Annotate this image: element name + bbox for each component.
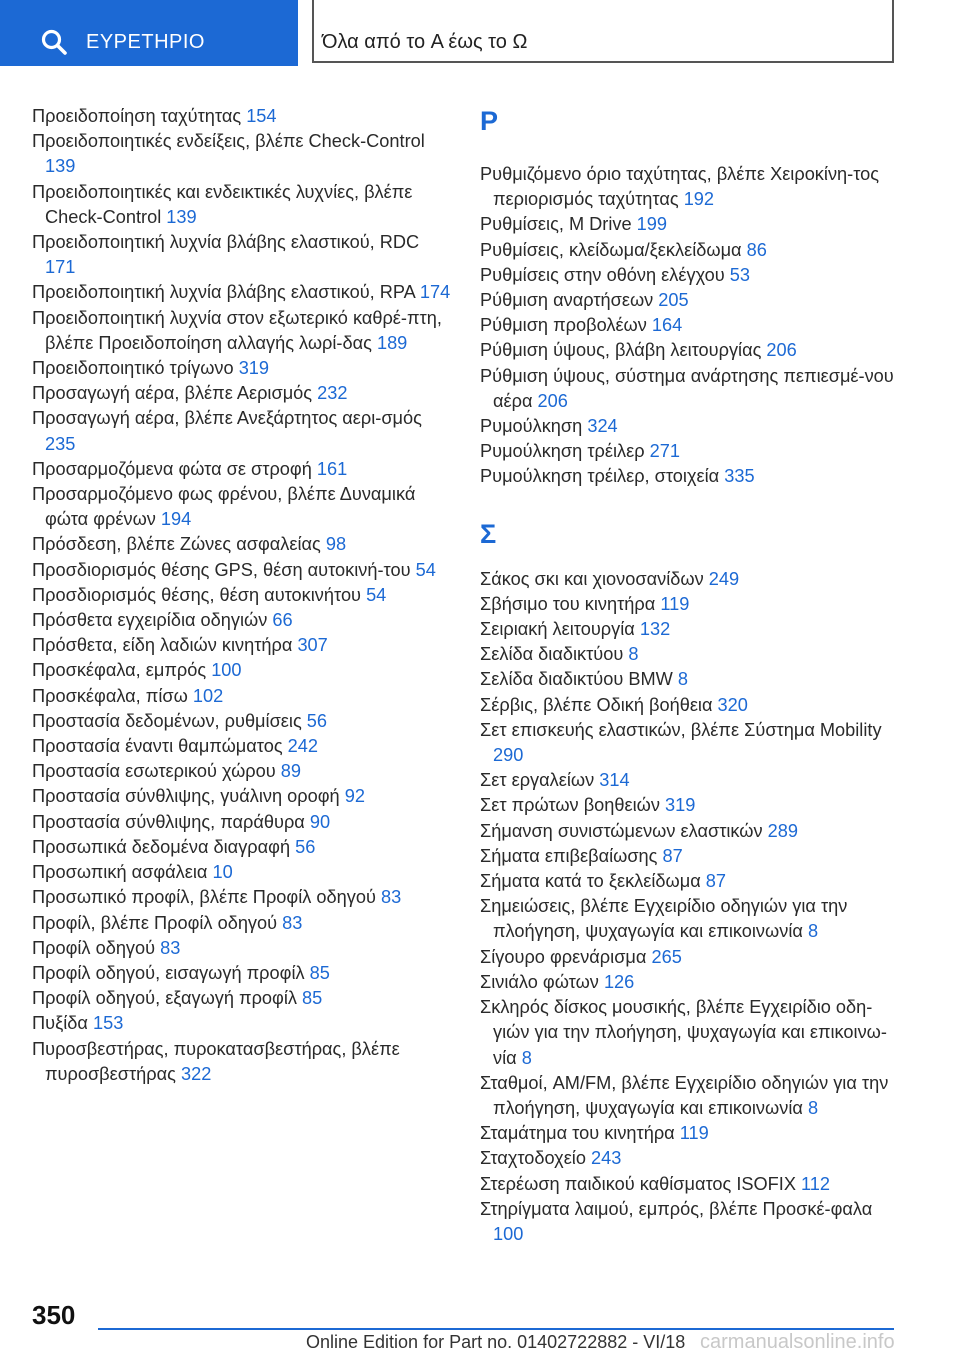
index-entry-text: Προσαρμοζόμενο φως φρένου, βλέπε Δυναμικά φώτα φρένων bbox=[32, 484, 416, 530]
index-page-link[interactable]: 8 bbox=[807, 1097, 819, 1118]
index-entry-text: Ρυθμίσεις στην οθόνη ελέγχου bbox=[480, 264, 730, 285]
index-entry bbox=[480, 617, 900, 642]
index-entry bbox=[32, 1011, 452, 1036]
index-entry-text: Προφίλ οδηγού, εξαγωγή προφίλ bbox=[32, 988, 303, 1009]
index-page-link[interactable]: 112 bbox=[801, 1173, 831, 1194]
index-entry bbox=[480, 642, 900, 667]
index-page-link[interactable]: 335 bbox=[724, 466, 755, 487]
index-entry-text: Προστασία σύνθλιψης, παράθυρα bbox=[32, 811, 310, 832]
index-entry-text: Προφίλ, βλέπε Προφίλ οδηγού bbox=[32, 912, 283, 933]
index-page-link[interactable]: 54 bbox=[366, 584, 387, 605]
index-entry-text: Σελίδα διαδικτύου BMW bbox=[480, 669, 678, 690]
index-entry-text: Σταθμοί, AM/FM, βλέπε Εγχειρίδιο οδηγιών για την πλοήγηση, ψυχαγωγία και επικοινωνία bbox=[480, 1072, 889, 1118]
index-entry bbox=[480, 1071, 900, 1121]
index-entry bbox=[480, 439, 900, 464]
index-entry bbox=[32, 784, 452, 809]
index-page-link[interactable]: 205 bbox=[658, 290, 689, 311]
index-entry-text: Σετ επισκευής ελαστικών, βλέπε Σύστημα Mobility bbox=[480, 719, 882, 740]
index-page-link[interactable]: 174 bbox=[419, 282, 451, 303]
index-page-link[interactable]: 54 bbox=[415, 559, 436, 580]
index-page-link[interactable]: 235 bbox=[45, 433, 76, 454]
index-entry bbox=[480, 313, 900, 338]
index-page-link[interactable]: 119 bbox=[660, 593, 690, 614]
index-entry bbox=[480, 263, 900, 288]
index-entry-text: Σέρβις, βλέπε Οδική βοήθεια bbox=[480, 694, 718, 715]
index-entry-text: Σίγουρο φρενάρισμα bbox=[480, 946, 652, 967]
index-search-label: ΕΥΡΕΤΗΡΙΟ bbox=[86, 31, 205, 53]
index-entry-text: Σταμάτημα του κινητήρα bbox=[480, 1123, 680, 1144]
index-page-link[interactable]: 86 bbox=[746, 239, 767, 260]
index-entry bbox=[480, 212, 900, 237]
index-entry bbox=[480, 364, 900, 414]
index-page-link[interactable]: 92 bbox=[344, 786, 365, 807]
index-page-link[interactable]: 307 bbox=[297, 635, 328, 656]
index-entry bbox=[32, 482, 452, 532]
index-entry bbox=[480, 414, 900, 439]
index-page-link[interactable]: 8 bbox=[677, 669, 688, 690]
index-entry bbox=[32, 356, 452, 381]
index-page-link[interactable]: 66 bbox=[272, 610, 293, 631]
index-entry bbox=[32, 734, 452, 759]
index-entry bbox=[480, 970, 900, 995]
index-entry bbox=[32, 129, 452, 179]
index-entry bbox=[32, 280, 452, 305]
index-page-link[interactable]: 100 bbox=[493, 1223, 524, 1244]
page-number: 350 bbox=[32, 1300, 76, 1330]
index-entry-text: Πυροσβεστήρας, πυροκατασβεστήρας, βλέπε πυροσβεστήρας bbox=[32, 1038, 400, 1084]
index-entry-text: Σήματα κατά το ξεκλείδωμα bbox=[480, 871, 706, 892]
index-entry-text: Προστασία δεδομένων, ρυθμίσεις bbox=[32, 710, 307, 731]
search-icon bbox=[41, 29, 67, 55]
index-entry-text: Ρύθμιση ύψους, σύστημα ανάρτησης πεπιεσμέ-νου αέρα bbox=[480, 365, 894, 411]
index-entry bbox=[480, 1146, 900, 1171]
section-letter-sigma: Σ bbox=[480, 518, 497, 549]
index-entry bbox=[32, 810, 452, 835]
index-entry bbox=[32, 860, 452, 885]
index-page-link[interactable]: 87 bbox=[705, 871, 727, 892]
index-entry-text: Ρύθμιση ύψους, βλάβη λειτουργίας bbox=[480, 340, 767, 361]
index-entry bbox=[480, 1121, 900, 1146]
index-page-link[interactable]: 314 bbox=[599, 770, 630, 791]
index-entry bbox=[480, 693, 900, 718]
index-entry bbox=[480, 567, 900, 592]
index-entry bbox=[480, 869, 900, 894]
index-entry-text: Σελίδα διαδικτύου bbox=[480, 644, 629, 665]
index-entry-text: Προσκέφαλα, πίσω bbox=[32, 685, 193, 706]
index-page-link[interactable]: 271 bbox=[649, 441, 680, 462]
index-entry bbox=[32, 986, 452, 1011]
index-entry bbox=[32, 583, 452, 608]
section-letter-rho: Ρ bbox=[480, 106, 499, 136]
index-entry bbox=[480, 162, 900, 212]
index-page-link[interactable]: 189 bbox=[376, 332, 408, 353]
index-entry bbox=[480, 464, 900, 489]
index-page-link[interactable]: 56 bbox=[295, 836, 316, 857]
index-entry-text: Πυξίδα bbox=[32, 1013, 93, 1034]
index-entry bbox=[32, 658, 452, 683]
index-page-link[interactable]: 85 bbox=[309, 962, 330, 983]
index-page-link[interactable]: 206 bbox=[766, 340, 797, 361]
index-page-link[interactable]: 126 bbox=[603, 971, 635, 992]
index-entry bbox=[480, 1172, 900, 1197]
index-entry bbox=[32, 381, 452, 406]
index-entry-text: Ρυμούλκηση bbox=[480, 416, 588, 437]
index-entry bbox=[32, 759, 452, 784]
index-entry bbox=[480, 844, 900, 869]
index-page-link[interactable]: 100 bbox=[211, 660, 242, 681]
index-page-link[interactable]: 249 bbox=[708, 568, 740, 589]
index-entry bbox=[480, 238, 900, 263]
footer-edition: Online Edition for Part no. 01402722882 - VI/18 bbox=[306, 1332, 686, 1352]
index-page-link[interactable]: 322 bbox=[180, 1063, 212, 1084]
index-entry bbox=[32, 457, 452, 482]
index-entry-text: Προστασία εσωτερικού χώρου bbox=[32, 761, 281, 782]
index-entry bbox=[32, 532, 452, 557]
index-entry-text: Προειδοποιητική λυχνία βλάβης ελαστικού, RDC bbox=[32, 232, 420, 253]
index-entry-text: Σήματα επιβεβαίωσης bbox=[480, 845, 663, 866]
index-entry-text: Σκληρός δίσκος μουσικής, βλέπε Εγχειρίδιο οδη-γιών για την πλοήγηση, ψυχαγωγία και επικοινω-νία bbox=[480, 997, 887, 1068]
index-page-link[interactable]: 192 bbox=[683, 189, 715, 210]
index-entry bbox=[480, 288, 900, 313]
index-entry bbox=[480, 819, 900, 844]
index-entry-text: Προειδοποιητικό τρίγωνο bbox=[32, 358, 239, 379]
index-page-link[interactable]: 199 bbox=[636, 214, 668, 235]
index-entry-text: Ρυθμιζόμενο όριο ταχύτητας, βλέπε Χειροκίνη-τος περιορισμός ταχύτητας bbox=[480, 164, 880, 210]
index-entry-text: Πρόσθετα, είδη λαδιών κινητήρα bbox=[32, 635, 298, 656]
index-page-link[interactable]: 83 bbox=[282, 912, 303, 933]
index-page-link[interactable]: 265 bbox=[651, 946, 682, 967]
index-entry-text: Σημειώσεις, βλέπε Εγχειρίδιο οδηγιών για την πλοήγηση, ψυχαγωγία και επικοινωνία bbox=[480, 896, 848, 942]
index-page-link[interactable]: 289 bbox=[767, 820, 798, 841]
index-page-link[interactable]: 139 bbox=[45, 156, 76, 177]
index-entry-text: Προειδοποιητικές ενδείξεις, βλέπε Check-Control bbox=[32, 131, 425, 152]
index-entry-text: Ρυμούλκηση τρέιλερ bbox=[480, 441, 650, 462]
index-section-rho bbox=[480, 162, 900, 490]
index-entry-text: Πρόσθετα εγχειρίδια οδηγιών bbox=[32, 610, 273, 631]
index-entry-text: Σετ εργαλείων bbox=[480, 770, 600, 791]
index-page-link[interactable]: 87 bbox=[662, 845, 683, 866]
header bbox=[0, 0, 960, 66]
index-section-sigma bbox=[480, 567, 900, 1247]
index-page-link[interactable]: 56 bbox=[306, 710, 328, 731]
index-entry-text: Προσαγωγή αέρα, βλέπε Αερισμός bbox=[32, 383, 318, 404]
index-entry-text: Προσδιορισμός θέσης, θέση αυτοκινήτου bbox=[32, 584, 367, 605]
index-search-tab[interactable] bbox=[0, 0, 298, 66]
index-entry-text: Προσκέφαλα, εμπρός bbox=[32, 660, 212, 681]
index-page-link[interactable]: 98 bbox=[325, 534, 347, 555]
index-entry-text: Προφίλ οδηγού bbox=[32, 937, 161, 958]
index-entry bbox=[480, 894, 900, 944]
index-entry-text: Προφίλ οδηγού, εισαγωγή προφίλ bbox=[32, 962, 310, 983]
index-entry bbox=[32, 558, 452, 583]
index-page-link[interactable]: 83 bbox=[160, 937, 181, 958]
index-entry bbox=[32, 306, 452, 356]
index-entry bbox=[480, 1197, 900, 1247]
index-page-link[interactable]: 206 bbox=[537, 390, 568, 411]
index-page-link[interactable]: 139 bbox=[166, 206, 197, 227]
index-entry bbox=[32, 885, 452, 910]
index-page-link[interactable]: 8 bbox=[521, 1047, 532, 1068]
index-entry-text: Ρύθμιση προβολέων bbox=[480, 315, 652, 336]
index-entry-text: Προειδοποιητικές και ενδεικτικές λυχνίες, βλέπε Check-Control bbox=[32, 181, 413, 227]
index-page-link[interactable]: 319 bbox=[238, 358, 270, 379]
index-entry-text: Σετ πρώτων βοηθειών bbox=[480, 795, 666, 816]
index-page-link[interactable]: 161 bbox=[316, 458, 348, 479]
index-page-link[interactable]: 324 bbox=[587, 416, 618, 437]
index-page-link[interactable]: 171 bbox=[45, 257, 76, 278]
index-entry bbox=[32, 180, 452, 230]
index-entry bbox=[480, 667, 900, 692]
index-entry-text: Στερέωση παιδικού καθίσματος ISOFIX bbox=[480, 1173, 802, 1194]
index-entry bbox=[32, 406, 452, 456]
index-column-right bbox=[480, 104, 900, 1247]
index-entry-text: Ρυθμίσεις, M Drive bbox=[480, 214, 637, 235]
watermark: carmanualsonline.info bbox=[700, 1331, 895, 1353]
index-entry-text: Ρύθμιση αναρτήσεων bbox=[480, 290, 659, 311]
index-entry bbox=[32, 1037, 452, 1087]
index-page-link[interactable]: 194 bbox=[160, 509, 192, 530]
index-page-link[interactable]: 53 bbox=[729, 264, 750, 285]
index-page-link[interactable]: 132 bbox=[639, 619, 671, 640]
index-entry-text: Σβήσιμο του κινητήρα bbox=[480, 593, 661, 614]
index-entry bbox=[32, 709, 452, 734]
index-entry-text: Σήμανση συνιστώμενων ελαστικών bbox=[480, 820, 768, 841]
index-entry bbox=[480, 592, 900, 617]
index-entry-text: Σταχτοδοχείο bbox=[480, 1148, 592, 1169]
index-entry bbox=[32, 936, 452, 961]
index-entry bbox=[32, 911, 452, 936]
index-entry-text: Σινιάλο φώτων bbox=[480, 971, 604, 992]
index-entry bbox=[32, 684, 452, 709]
index-entry-text: Προσδιορισμός θέσης GPS, θέση αυτοκινή-του bbox=[32, 559, 416, 580]
index-entry-text: Σάκος σκι και χιονοσανίδων bbox=[480, 568, 709, 589]
index-entry-text: Προσωπικά δεδομένα διαγραφή bbox=[32, 836, 296, 857]
index-entry bbox=[32, 633, 452, 658]
index-entry-text: Σειριακή λειτουργία bbox=[480, 619, 640, 640]
index-entry-text: Προσαγωγή αέρα, βλέπε Ανεξάρτητος αερι-σμός bbox=[32, 408, 422, 429]
index-page-link[interactable]: 154 bbox=[246, 106, 277, 126]
index-page-link[interactable]: 232 bbox=[317, 383, 348, 404]
index-entry bbox=[480, 718, 900, 768]
index-page-link[interactable]: 83 bbox=[380, 887, 402, 908]
index-entry bbox=[32, 835, 452, 860]
page-title: Όλα από το A έως το Ω bbox=[322, 31, 528, 53]
index-entry-text: Προστασία έναντι θαμπώματος bbox=[32, 736, 288, 757]
index-entry-text: Προσαρμοζόμενα φώτα σε στροφή bbox=[32, 458, 317, 479]
index-entry-text: Ρυθμίσεις, κλείδωμα/ξεκλείδωμα bbox=[480, 239, 747, 260]
index-entry-text: Προσωπικό προφίλ, βλέπε Προφίλ οδηγού bbox=[32, 887, 381, 908]
index-entry-text: Ρυμούλκηση τρέιλερ, στοιχεία bbox=[480, 466, 725, 487]
index-page-link[interactable]: 243 bbox=[591, 1148, 622, 1169]
index-entry bbox=[32, 230, 452, 280]
index-entry bbox=[480, 793, 900, 818]
index-entry bbox=[32, 961, 452, 986]
index-page-link[interactable]: 153 bbox=[92, 1013, 124, 1034]
index-page-link[interactable]: 85 bbox=[302, 988, 323, 1009]
index-page-link[interactable]: 319 bbox=[665, 795, 696, 816]
index-entry bbox=[32, 608, 452, 633]
index-entry-text: Πρόσδεση, βλέπε Ζώνες ασφαλείας bbox=[32, 534, 326, 555]
index-entry-text: Στηρίγματα λαιμού, εμπρός, βλέπε Προσκέ-φαλα bbox=[480, 1198, 873, 1219]
index-entry bbox=[480, 945, 900, 970]
index-column-left bbox=[32, 104, 452, 1087]
index-entry bbox=[480, 338, 900, 363]
index-page-link[interactable]: 8 bbox=[628, 644, 639, 665]
index-page-link[interactable]: 290 bbox=[493, 745, 524, 766]
index-page-link[interactable]: 8 bbox=[807, 921, 819, 942]
index-entry-text: Προσωπική ασφάλεια bbox=[32, 862, 213, 883]
index-page-link[interactable]: 119 bbox=[679, 1123, 709, 1144]
header-title-box bbox=[312, 0, 894, 63]
index-entry-text: Προειδοποίηση ταχύτητας bbox=[32, 106, 247, 126]
index-entry-text: Προειδοποιητική λυχνία βλάβης ελαστικού, RPA bbox=[32, 282, 420, 303]
index-page-link[interactable]: 10 bbox=[212, 862, 233, 883]
index-entry bbox=[480, 995, 900, 1071]
index-page-link[interactable]: 320 bbox=[717, 694, 748, 715]
index-entry bbox=[32, 104, 452, 129]
index-entry-text: Προστασία σύνθλιψης, γυάλινη οροφή bbox=[32, 786, 345, 807]
index-entry bbox=[480, 768, 900, 793]
index-page-link[interactable]: 89 bbox=[280, 761, 301, 782]
index-entry-text: Προειδοποιητική λυχνία στον εξωτερικό καθρέ-πτη, βλέπε Προειδοποίηση αλλαγής λωρί-δας bbox=[32, 307, 442, 353]
index-page-link[interactable]: 90 bbox=[309, 811, 331, 832]
index-page-link[interactable]: 242 bbox=[287, 736, 318, 757]
index-page-link[interactable]: 102 bbox=[192, 685, 224, 706]
index-page-link[interactable]: 164 bbox=[651, 315, 683, 336]
